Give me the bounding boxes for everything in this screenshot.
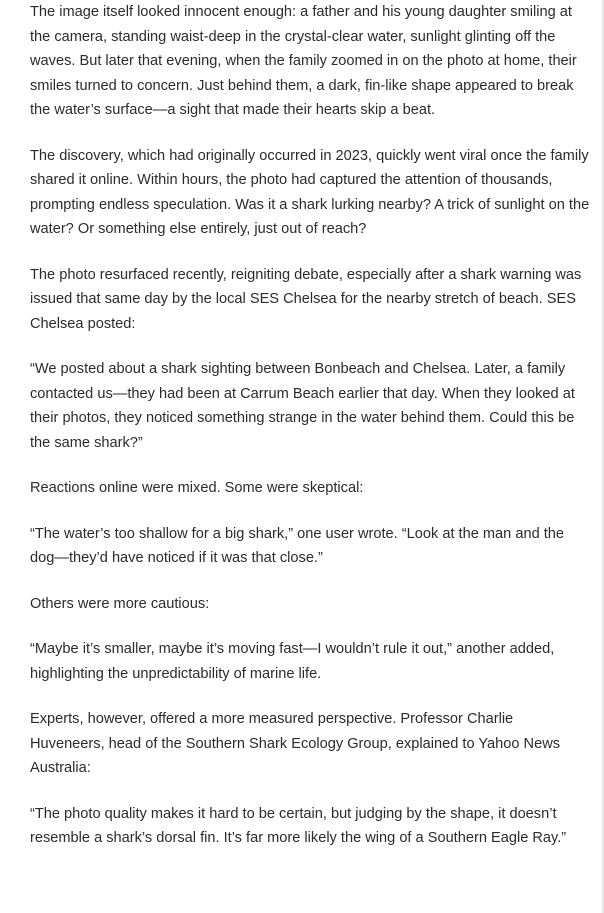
paragraph-7: Others were more cautious: (30, 595, 210, 612)
paragraph-2: The discovery, which had originally occurred in 2023, quickly went viral once the family shared it online. Within hours, the photo had captured the attention of thousands, prompting endless speculation. Was it a shark lurking nearby? A trick of sunlight on the water? Or something else entirely, just out of reach? (30, 147, 590, 237)
quote-ses-chelsea: “We posted about a shark sighting between Bonbeach and Chelsea. Later, a family contacted us—they had been at Carrum Beach earlier that day. When they looked at their photos, they noticed something strange in the water behind them. Could this be the same shark?” (30, 361, 575, 451)
quote-cautious-user: “Maybe it’s smaller, maybe it’s moving fast—I wouldn’t rule it out,” another added, highlighting the unpredictability of marine life. (30, 641, 555, 682)
paragraph-3: The photo resurfaced recently, reigniting debate, especially after a shark warning was issued that same day by the local SES Chelsea for the nearby stretch of beach. SES Chelsea posted: (30, 266, 582, 332)
quote-expert: “The photo quality makes it hard to be certain, but judging by the shape, it doesn’t resemble a shark’s dorsal fin. It’s far more likely the wing of a Southern Eagle Ray.” (30, 805, 567, 846)
paragraph-9: Experts, however, offered a more measured perspective. Professor Charlie Huveneers, head of the Southern Shark Ecology Group, explained to Yahoo News Australia: (30, 711, 561, 776)
paragraph-1: The image itself looked innocent enough: a father and his young daughter smiling at the camera, standing waist-deep in the crystal-clear water, sunlight glinting off the waves. But later that evening, when the family zoomed in on the photo at home, their smiles turned to concern. Just behind them, a dark, fin-like shape appeared to break the water’s surface—a sight that made their hearts skip a beat. (30, 4, 577, 118)
quote-skeptical-user: “The water’s too shallow for a big shark,” one user wrote. “Look at the man and the dog—they’d have noticed if it was that close.” (30, 525, 565, 566)
article-body (30, 0, 590, 872)
paragraph-5: Reactions online were mixed. Some were skeptical: (30, 480, 364, 496)
